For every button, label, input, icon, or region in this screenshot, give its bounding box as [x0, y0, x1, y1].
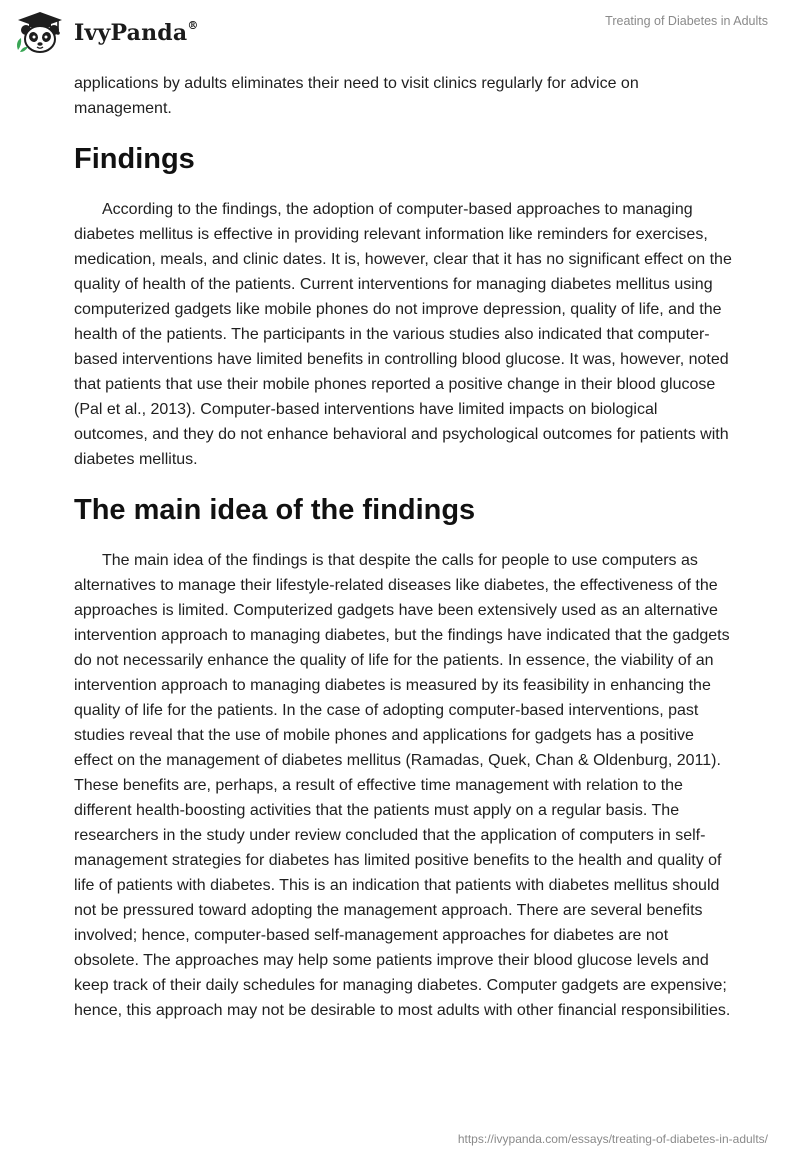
- findings-paragraph: According to the findings, the adoption of computer-based approaches to managing diabetes mellitus is effective in providing relevant information like reminders for exercises, medication, meals, and clinic dates. It is, however, clear that it has no significant effect on the quality of health of the patients. Current interventions for managing diabetes mellitus using computerized gadgets like mobile phones do not improve depression, quality of life, and the health of the patients. The participants in the various studies also indicated that computer-based interventions have limited benefits in controlling blood glucose. It was, however, noted that patients that use their mobile phones reported a positive change in their blood glucose (Pal et al., 2013). Computer-based interventions have limited impacts on biological outcomes, and they do not enhance behavioral and psychological outcomes for patients with diabetes mellitus.: [74, 201, 732, 468]
- main-idea-paragraph: The main idea of the findings is that despite the calls for people to use computers as alternatives to manage their lifestyle-related diseases like diabetes, the effectiveness of the approaches is limited. Computerized gadgets have been extensively used as an alternative intervention approach to managing diabetes, but the findings have indicated that the gadgets do not necessarily enhance the quality of life for the patients. In essence, the viability of an intervention approach to managing diabetes is measured by its feasibility in enhancing the quality of life for the patients. In the case of adopting computer-based interventions, past studies reveal that the use of mobile phones and applications for gadgets has a positive effect on the management of diabetes mellitus (Ramadas, Quek, Chan & Oldenburg, 2011). These benefits are, perhaps, a result of effective time management with relation to the different health-boosting activities that the patients must apply on a regular basis. The researchers in the study under review concluded that the application of computers in self-management strategies for diabetes has limited positive benefits to the health and quality of life of patients with diabetes. This is an indication that patients with diabetes mellitus should not be pressured toward adopting the management approach. There are several benefits involved; hence, computer-based self-management approaches for diabetes are not obsolete. The approaches may help some patients improve their blood glucose levels and keep track of their daily schedules for managing diabetes. Computer gadgets are expensive; hence, this approach may not be desirable to most adults with other financial responsibilities.: [74, 552, 731, 1019]
- essay-content: [74, 71, 734, 1023]
- panda-graduate-icon: [14, 10, 66, 54]
- page-header: [0, 0, 800, 60]
- ivypanda-logo[interactable]: [14, 10, 199, 54]
- document-title: Treating of Diabetes in Adults: [605, 14, 768, 28]
- brand-name: IvyPanda®: [74, 18, 199, 46]
- registered-mark: ®: [187, 18, 199, 32]
- main-idea-heading: The main idea of the findings: [74, 494, 476, 526]
- intro-continuation-paragraph: applications by adults eliminates their need to visit clinics regularly for advice on management.: [74, 75, 639, 117]
- source-url[interactable]: https://ivypanda.com/essays/treating-of-diabetes-in-adults/: [457, 1132, 768, 1146]
- findings-heading: Findings: [74, 143, 195, 175]
